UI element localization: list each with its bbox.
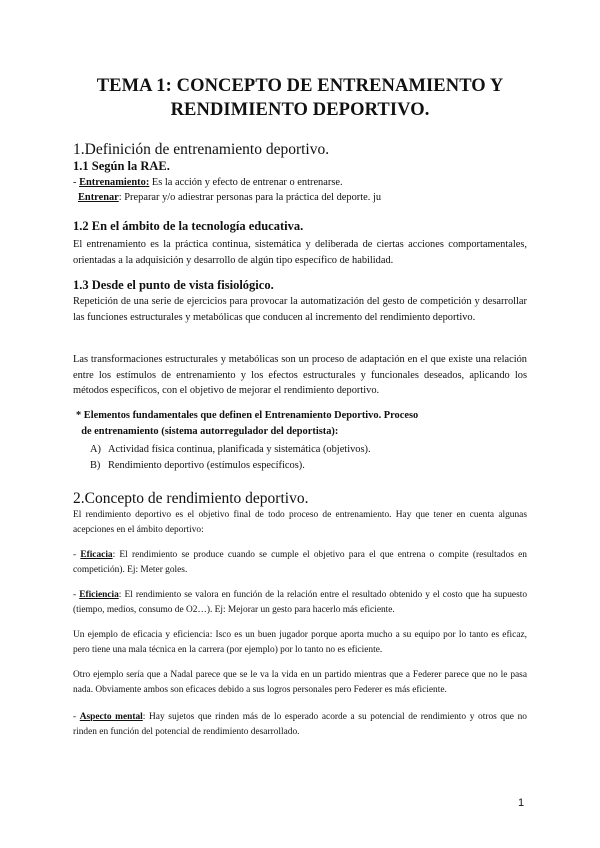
- eficiencia-paragraph: [73, 588, 527, 618]
- fisiologico-paragraph: Repetición de una serie de ejercicios para provocar la automatización del gesto de competición y desarrollar las funciones estructurales y metabólicas que conducen al incremento del rendimiento deportivo.: [73, 296, 527, 323]
- page-number: 1: [518, 797, 525, 809]
- entrenar-definition: : Preparar y/o adiestrar personas para la práctica del deporte. ju: [118, 192, 382, 203]
- item-prefix: -: [73, 550, 81, 560]
- aspecto-mental-text: : Hay sujetos que rinden más de lo esperado acorde a su potencial de rendimiento y otros que no rinden en función del potencial de rendimiento desarrollado.: [73, 712, 527, 737]
- section-2-heading: 2.Concepto de rendimiento deportivo.: [73, 490, 309, 507]
- title-line-2: RENDIMIENTO DEPORTIVO.: [170, 100, 430, 120]
- rendimiento-intro-paragraph: El rendimiento deportivo es el objetivo final de todo proceso de entrenamiento. Hay que tener en cuenta algunas acepciones en el ámbito deportivo:: [73, 510, 527, 535]
- term-eficiencia: Eficiencia: [79, 590, 119, 600]
- term-eficacia: Eficacia: [80, 550, 113, 560]
- tecnologia-educativa-paragraph: El entrenamiento es la práctica continua, sistemática y deliberada de ciertas acciones comportamentales, orientadas a la adquisición y desarrollo de algún tipo específico de habilidad.: [73, 239, 527, 266]
- aspecto-mental-paragraph: [73, 710, 527, 740]
- subsection-1-1-heading: 1.1 Según la RAE.: [73, 159, 170, 173]
- term-entrenamiento: Entrenamiento:: [79, 177, 150, 188]
- rae-entrenamiento-entry: [73, 177, 343, 188]
- section-1-heading: 1.Definición de entrenamiento deportivo.: [73, 141, 330, 158]
- list-item-text: Rendimiento deportivo (estímulos específicos).: [108, 459, 305, 471]
- item-prefix: -: [73, 712, 80, 722]
- elementos-fundamentales-line-2: de entrenamiento (sistema autorregulador del deportista):: [76, 426, 339, 437]
- subsection-1-3-heading: 1.3 Desde el punto de vista fisiológico.: [73, 278, 274, 292]
- entry-prefix: -: [73, 177, 80, 188]
- elementos-fundamentales-line-1: * Elementos fundamentales que definen el Entrenamiento Deportivo. Proceso: [76, 410, 419, 421]
- list-marker: A): [90, 444, 101, 455]
- eficiencia-text: : El rendimiento se valora en función de la relación entre el resultado obtenido y el costo que ha supuesto (tiempo, medios, consumo de O2…). Ej: Mejorar un gesto para hacerlo más eficiente.: [73, 590, 528, 615]
- ejemplo-nadal-federer-paragraph: Otro ejemplo sería que a Nadal parece que se le va la vida en un partido mientras que a Federer parece que no le pasa nada. Obviamente ambos son eficaces debido a sus logros personales pero Federer es más eficiente.: [73, 670, 527, 695]
- rae-entrenar-entry: [78, 192, 381, 203]
- list-item: [90, 458, 371, 474]
- eficacia-text: : El rendimiento se produce cuando se cumple el objetivo para el que entrena o compite (resultados en competición). Ej: Meter goles.: [73, 550, 527, 575]
- list-item-text: Actividad física continua, planificada y sistemática (objetivos).: [108, 444, 371, 455]
- list-marker: B): [90, 459, 101, 471]
- title-line-1: TEMA 1: CONCEPTO DE ENTRENAMIENTO Y: [96, 76, 504, 96]
- elementos-list: [90, 442, 371, 473]
- document-title: [60, 74, 540, 122]
- term-aspecto-mental: Aspecto mental: [79, 712, 143, 722]
- entrenamiento-definition: Es la acción y efecto de entrenar o entrenarse.: [149, 177, 343, 188]
- term-entrenar: Entrenar: [78, 192, 119, 203]
- list-item: [90, 442, 371, 458]
- eficacia-paragraph: [73, 548, 527, 578]
- transformaciones-paragraph: Las transformaciones estructurales y metabólicas son un proceso de adaptación en el que existe una relación entre los estímulos de entrenamiento y los efectos estructurales y funcionales deseados, aplicando los métodos específicos, con el objetivo de mejorar el rendimiento deportivo.: [73, 354, 527, 396]
- item-prefix: -: [73, 590, 80, 600]
- subsection-1-2-heading: 1.2 En el ámbito de la tecnología educativa.: [73, 219, 304, 233]
- ejemplo-isco-paragraph: Un ejemplo de eficacia y eficiencia: Isco es un buen jugador porque aporta mucho a su equipo por lo tanto es eficaz, pero tiene una mala técnica en la carrera (por ejemplo) por lo tanto no es eficiente.: [73, 630, 527, 655]
